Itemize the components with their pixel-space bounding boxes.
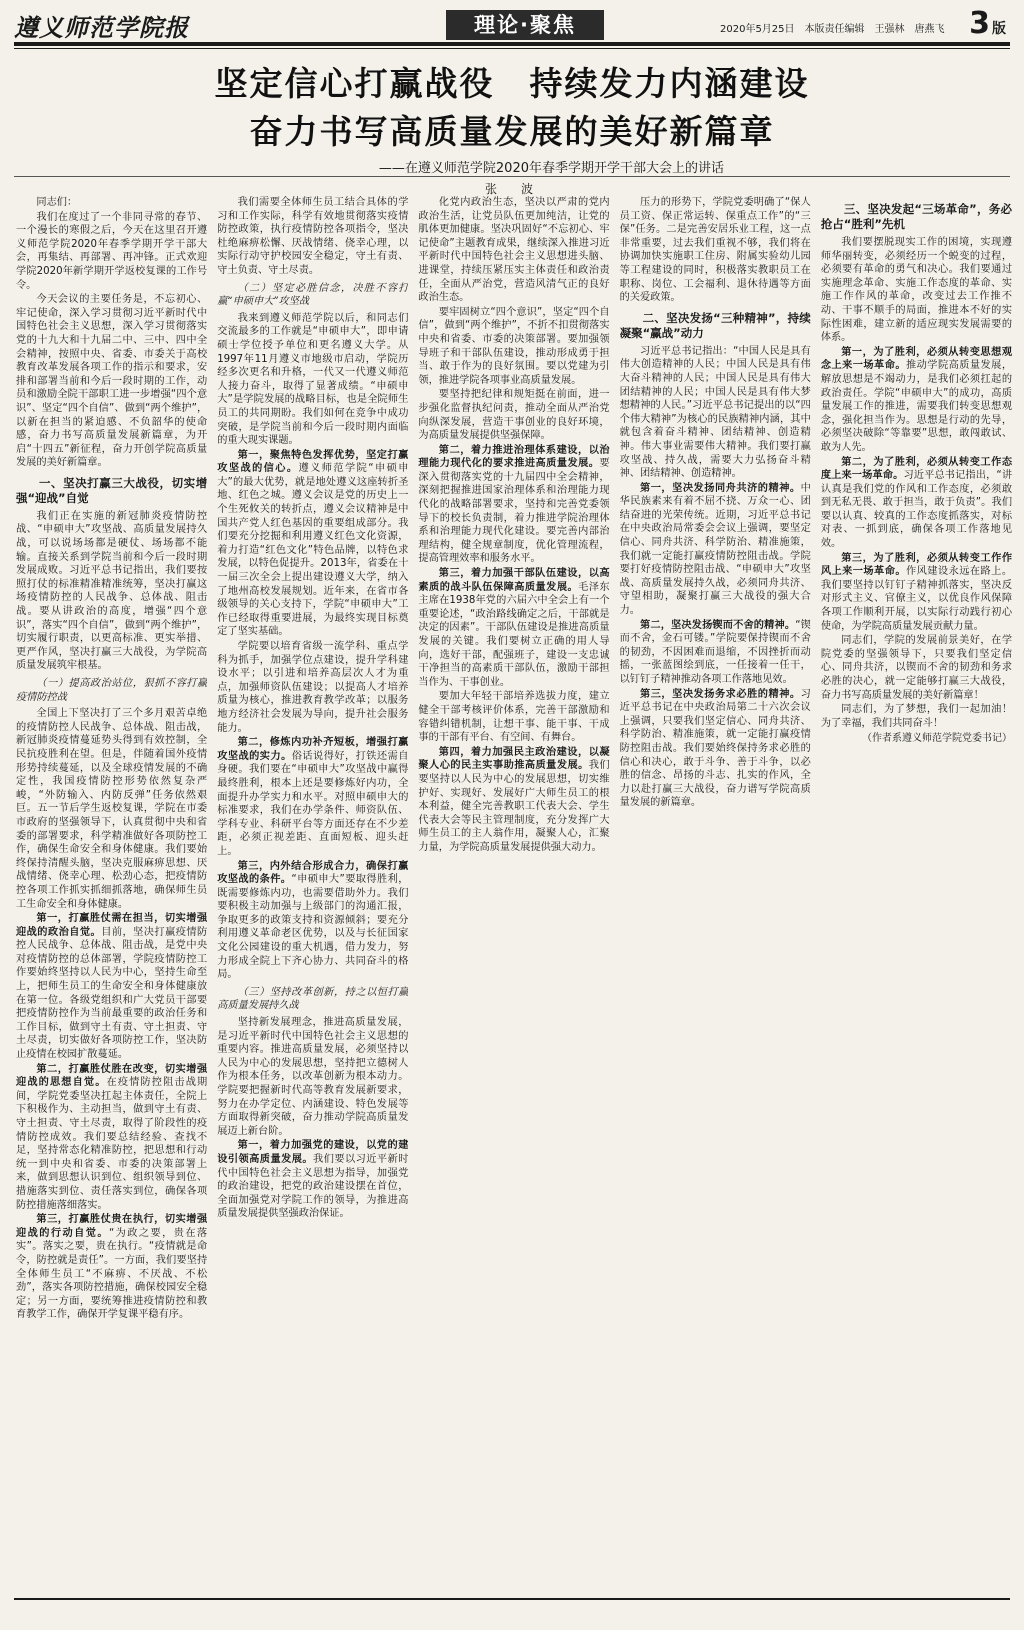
article-subhead: ——在遵义师范学院2020年春季学期开学干部大会上的讲话 (378, 161, 724, 176)
section-label: 理论·聚焦 (446, 10, 604, 40)
paragraph-lead: 第三，着力加强干部队伍建设，以高素质的战斗队伍保障高质量发展。 (418, 568, 610, 593)
author-note: （作者系遵义师范学院党委书记） (862, 733, 1013, 745)
paragraph-body: 中华民族素来有着不屈不挠、万众一心、团结奋进的光荣传统。近期，习近平总书记在中央政治局常委会会议上强调，要坚定信心、同舟共济、科学防治、精准施策，我们就一定能打赢疫情防控阻击战。学院要打好疫情防控阻击战、“申硕申大”攻坚战、高质量发展持久战，必须同舟共济、守望相助，凝聚打赢三大战役的强大合力。 (619, 482, 811, 617)
paragraph: 全国上下坚决打了三个多月艰苦卓绝的疫情防控人民战争、总体战、阻击战，新冠肺炎疫情蔓延势头得到有效控制，全民抗疫胜利在望。但是，伴随着国外疫情形势持续蔓延，以及全球疫情发展的不确定性，我国疫情防控形势依然复杂严峻，“外防输入、内防反弹”任务依然艰巨。五一节后学生返校复课，学院在市委市政府的坚强领导下，认真贯彻中央和省委的部署要求，科学精准做好各项防控工作，确保生命安全和身体健康。我们要始终保持清醒头脑，坚决克服麻痹思想、厌战情绪、侥幸心理、松劲心态，把疫情防控各项工作抓实抓细抓落地，确保师生员工生命安全和身体健康。 (16, 708, 208, 910)
paragraph: 我来到遵义师范学院以后，和同志们交流最多的工作就是“申硕申大”，即申请硕士学位授予单位和更名遵义大学。从1997年11月遵义市地级市启动，学院历经多次更名和升格，一代又一代遵义师范人接力奋斗，取得了显著成绩。“申硕申大”是学院发展的战略目标，也是全院师生员工的共同期盼。我们如何在竞争中成功突破，是学院当前和今后一段时期内面临的重大现实课题。 (217, 312, 409, 447)
paragraph-body: 推动学院高质量发展，解放思想是不竭动力，是我们必须扛起的政治责任。学院“申硕申大”的成功，高质量发展工作的推进，需要我们转变思想观念，强化担当作为。思想是行动的先导，必须坚决破除“等靠要”思想，敢闯敢试、敢为人先。 (820, 360, 1013, 453)
paragraph-body: 遵义师范学院“申硕申大”的最大优势，就是地处遵义这座转折圣地、红色之城。遵义会议是党的历史上一个生死攸关的转折点，遵义会议精神是中国共产党人红色基因的重要组成部分。我们要充分挖掘和利用遵义红色文化资源，着力打造“红色文化”特色品牌，以特色求发展，以特色促提升。2013年，省委在十一届三次全会上提出建设遵义大学，纳入了地州高校发展规划。近年来，在省市各级领导的关心支持下，学院“申硕申大”工作已经取得重要进展，为最终实现目标奠定了坚实基础。 (217, 463, 409, 638)
paragraph: 学院要以培育省级一流学科、重点学科为抓手，加强学位点建设，提升学科建设水平；以引进和培养高层次人才为重点，加强师资队伍建设；以提高人才培养质量为核心，推进教育教学改革；以服务地方经济社会发展为导向，提升社会服务能力。 (217, 641, 409, 734)
paragraph: 今天会议的主要任务是，不忘初心、牢记使命，深入学习贯彻习近平新时代中国特色社会主义思想，深入学习贯彻落实党的十九大和十九届二中、三中、四中全会精神，按照中央、省委、市委关于高校教育改革发展各项工作的指示和要求，安排和部署当前和今后一段时期的工作，动员和激励全院干部职工进一步增强“四个意识”、坚定“四个自信”、做到“两个维护”，以新在担当的紧迫感、不负韶华的使命感，奋力书写高质量发展新篇章，为开启“十四五”新征程，奋力开创学院高质量发展的美好新篇章。 (16, 294, 208, 469)
paragraph (217, 860, 408, 982)
masthead (14, 6, 1010, 44)
article-column (217, 196, 408, 1588)
paragraph-lead: 第四，着力加强民主政治建设，以凝聚人心的民主实事助推高质量发展。 (418, 746, 610, 772)
paragraph: 我们在度过了一个非同寻常的春节、一个漫长的寒假之后，今天在这里召开遵义师范学院2020年春季学期开学干部大会，再集结、再部署、再冲锋。正式欢迎学院2020年新学期开学返校复课的工作号令。 (16, 211, 208, 291)
paragraph-lead: 第一，坚决发扬同舟共济的精神。 (640, 482, 801, 494)
article-column (821, 196, 1012, 1588)
paragraph: 我们需要全体师生员工结合具体的学习和工作实际，科学有效地贯彻落实疫情防控政策，执行疫情防控各项指令，坚决杜绝麻痹松懈、厌战情绪、侥幸心理，以实际行动守护校园安全稳定，守土有责、守土负责、守土尽责。 (217, 197, 409, 276)
paragraph-lead: 第二，着力推进治理体系建设，以治理能力现代化的要求推进高质量发展。 (418, 444, 610, 470)
paragraph: 我们正在实施的新冠肺炎疫情防控战、“申硕申大”攻坚战、高质量发展持久战，可以说场场都是硬仗、场场都不能输。直接关系到学院当前和今后一段时期发展成败。习近平总书记指出，我们要按照打仗的标准精准精准统筹，坚决打赢这场疫情防控的人民战争、总体战、阻击战。要从讲政治的高度，增强“四个意识”，落实“四个自信”，做到“两个维护”，切实履行职责，以更高标准、更实举措、更严作风，坚决打赢三大战役，为学院高质量发展筑牢根基。 (16, 510, 208, 672)
paragraph (16, 1063, 207, 1213)
header-rule-thick (14, 42, 1010, 46)
paragraph-body: 习近平总书记在中央政治局第二十六次会议上强调，只要我们坚定信心、同舟共济、科学防治、精准施策，就一定能打赢疫情防控阻击战。我们要始终保持务求必胜的信心和决心，敢于斗争、善于斗争，以必胜的信念、昂扬的斗志、扎实的作风，全力以赴打赢三大战役，奋力谱写学院高质量发展的新篇章。 (619, 688, 811, 809)
page-number-unit: 版 (992, 21, 1006, 37)
article-columns (16, 196, 1012, 1588)
paragraph: 同志们，为了梦想，我们一起加油！为了幸福，我们共同奋斗！ (820, 704, 1013, 729)
paragraph (418, 444, 609, 566)
paragraph: 同志们： (36, 197, 78, 208)
paragraph-body: 毛泽东主席在1938年党的六届六中全会上有一个重要论述，“政治路线确定之后，干部就是决定的因素”。干部队伍建设是推进高质量发展的关键。我们要树立正确的用人导向，选好干部，配强班子，建设一支忠诚干净担当的高素质干部队伍，激励干部担当作为、干事创业。 (418, 581, 610, 688)
paragraph-body: 要深入贯彻落实党的十九届四中全会精神，深刻把握推进国家治理体系和治理能力现代化的战略部署要求，坚持和完善党委领导下的校长负责制，着力推进学院治理体系和治理能力现代化建设。要完善内部治理结构，健全规章制度，优化管理流程，提高管理效率和服务水平。 (418, 458, 610, 565)
paragraph (620, 688, 811, 810)
paragraph-body: “锲而不舍，金石可镂。”学院要保持锲而不舍的韧劲，不因困难而退缩，不因挫折而动摇，一张蓝图绘到底，一任接着一任干，以钉钉子精神推动各项工作落地见效。 (619, 619, 811, 685)
headline-line-2: 奋力书写高质量发展的美好新篇章 (249, 112, 775, 151)
paragraph (620, 482, 811, 618)
paragraph (821, 346, 1012, 455)
paragraph (217, 1139, 408, 1221)
headline-rule (14, 176, 1010, 177)
paragraph-body: “为政之要，贵在落实”。落实之要，贵在执行。“疫情就是命令，防控就是责任”。一方面，我们要坚持全体师生员工“不麻痹、不厌战、不松劲”，落实各项防控措施，确保校园安全稳定；另一方面，要统筹推进疫情防控和教育教学工作，确保开学复课平稳有序。 (16, 1227, 208, 1321)
paragraph-body: “申硕申大”要取得胜利，既需要修炼内功，也需要借助外力。我们要积极主动加强与上级部门的沟通汇报，争取更多的政策支持和资源倾斜；要充分利用遵义革命老区优势，以及与长征国家文化公园建设的重大机遇，借力发力，努力形成全院上下齐心协力、共同奋斗的格局。 (217, 874, 409, 981)
paragraph-lead: 第一，聚焦特色发挥优势，坚定打赢攻坚战的信心。 (217, 449, 409, 475)
paragraph: 我们要摆脱现实工作的困境，实现遵师华丽转变，必须经历一个蜕变的过程，必须要有革命的勇气和决心。我们要通过实施理念革命、实施工作态度的革命、实施工作作风的革命，改变过去工作推不动、干事不顺手的局面，推进本不好的实际性困难，建立新的适应现实发展需要的体系。 (820, 237, 1013, 344)
paragraph-lead: 第一，为了胜利，必须从转变思想观念上来一场革命。 (820, 346, 1013, 372)
subsection-heading: （三）坚持改革创新，持之以恒打赢高质量发展持久战 (217, 986, 409, 1012)
paragraph-lead: 第三，坚决发扬务求必胜的精神。 (640, 688, 801, 700)
paragraph-lead: 第二，修炼内功补齐短板，增强打赢攻坚战的实力。 (217, 737, 409, 762)
article-column (16, 196, 207, 1588)
paragraph: 要牢固树立“四个意识”，坚定“四个自信”，做到“两个维护”，不折不扣贯彻落实中央和省委、市委的决策部署。要加强领导班子和干部队伍建设，推动形成勇于担当、敢于作为的良好氛围。要以党建为引领，推进学院各项事业高质量发展。 (418, 306, 610, 386)
issue-info: 2020年5月25日 本版责任编辑 王强林 唐燕飞 (720, 24, 945, 35)
paragraph-body: 目前，坚决打赢疫情防控人民战争、总体战、阻击战，是党中央对疫情防控的总体部署，学院疫情防控工作要始终坚持以人民为中心，坚持生命至上，把师生员工的生命安全和身体健康放在第一位。各级党组织和广大党员干部要把疫情防控作为当前最重要的政治任务和工作目标，做到守土有责、守土担责、守土尽责，切实做好各项防控工作，坚决防止疫情在校园扩散蔓延。 (16, 926, 208, 1061)
paragraph-body: 我们要以习近平新时代中国特色社会主义思想为指导，加强党的政治建设，把党的政治建设摆在首位，全面加强党对学院工作的领导，为推进高质量发展提供坚强政治保证。 (217, 1153, 409, 1220)
paragraph: 习近平总书记指出：“中国人民是具有伟大创造精神的人民；中国人民是具有伟大奋斗精神的人民；中国人民是具有伟大团结精神的人民；中国人民是具有伟大梦想精神的人民。”习近平总书记提出的以“四个伟大精神”为核心的民族精神内涵，其中就包含着奋斗精神、团结精神、创造精神。伟大事业需要伟大精神。我们要打赢攻坚战、持久战，需要大力弘扬奋斗精神、团结精神、创造精神。 (619, 345, 811, 480)
paragraph (620, 619, 811, 687)
paragraph-lead: 第一，着力加强党的建设，以党的建设引领高质量发展。 (217, 1140, 409, 1165)
paragraph (821, 552, 1012, 634)
paragraph (217, 736, 408, 858)
paragraph-lead: 第二，坚决发扬锲而不舍的精神。 (640, 619, 796, 631)
section-heading: 三、坚决发起“三场革命”，务必抢占“胜利”先机 (820, 202, 1013, 231)
header-rule-thin (14, 48, 1010, 49)
paragraph-body: 在疫情防控阻击战期间，学院党委坚决扛起主体责任，全院上下积极作为、主动担当，做到守土有责、守土担责、守土尽责，取得了阶段性的疫情防控成效。我们要总结经验、查找不足，坚持常态化精准防控，把思想和行动统一到中央和省委、市委的决策部署上来，做到思想认识到位、组织领导到位、措施落实到位、责任落实到位，确保各项防控措施落细落实。 (16, 1077, 208, 1211)
headline-line-1: 坚定信心打赢战役 持续发力内涵建设 (214, 64, 810, 103)
newspaper-title: 遵义师范学院报 (14, 13, 189, 42)
paragraph (16, 912, 207, 1062)
paragraph: 压力的形势下，学院党委明确了“保人员工资、保正常运转、保重点工作”的“三保”任务。二是完善安居乐业工程，这一点非常重要，过去我们重视不够，我们将在协调加快实施职工住房、附属实验幼儿园等工程建设的同时，积极落实教职员工在职称、岗位、工会福利、退休待遇等方面的关爱政策。 (619, 197, 811, 304)
article-column (620, 196, 811, 1588)
article-byline: 张 波 (484, 182, 539, 196)
paragraph-lead: 第三，为了胜利，必须从转变工作作风上来一场革命。 (820, 552, 1013, 578)
paragraph (418, 567, 609, 689)
footer-rule (14, 1598, 1010, 1600)
section-heading: 二、坚决发扬“三种精神”，持续凝聚“赢战”动力 (619, 310, 811, 340)
paragraph-lead: 第二，打赢胜仗胜在改变，切实增强迎战的思想自觉。 (16, 1063, 208, 1089)
article-column (418, 196, 609, 1588)
paragraph-body: 作风建设永远在路上。我们要坚持以钉钉子精神抓落实，坚决反对形式主义、官僚主义，以优良作风保障各项工作顺利开展，以实际行动践行初心使命，为学院高质量发展贡献力量。 (820, 566, 1013, 632)
paragraph-lead: 第三，内外结合形成合力，确保打赢攻坚战的条件。 (217, 860, 409, 886)
paragraph (217, 449, 408, 639)
paragraph-body: 俗话说得好，打铁还需自身硬。我们要在“申硕申大”攻坚战中赢得最终胜利，根本上还是要修炼好内功，全面提升办学实力和水平。对照申硕申大的标准要求，我们在办学条件、师资队伍、学科专业、科研平台等方面还存在不少差距，必须正视差距、直面短板、迎头赶上。 (217, 750, 409, 857)
paragraph: 坚持新发展理念，推进高质量发展，是习近平新时代中国特色社会主义思想的重要内容。推进高质量发展，必须坚持以人民为中心的发展思想，坚持把立德树人作为根本任务，以改革创新为根本动力。学院要把握新时代高等教育发展新要求，努力在办学定位、内涵建设、特色发展等方面取得新突破，奋力推动学院高质量发展迈上新台阶。 (217, 1017, 409, 1137)
subsection-heading: （一）提高政治站位，狠抓不容打赢疫情防控战 (16, 678, 208, 703)
paragraph-lead: 第二，为了胜利，必须从转变工作态度上来一场革命。 (820, 456, 1013, 482)
paragraph: 同志们，学院的发展前景美好，在学院党委的坚强领导下，只要我们坚定信心、同舟共济，以锲而不舍的韧劲和务求必胜的决心，就一定能够打赢三大战役，奋力书写高质量发展的美好新篇章！ (820, 635, 1013, 701)
page-number-digit: 3 (969, 6, 990, 41)
paragraph-body: 习近平总书记指出，“讲认真是我们党的作风和工作态度，必须敢到无私无畏、敢于担当，敢于负责”。我们要以认真、较真的工作态度抓落实，对标对表、一抓到底，确保各项工作落地见效。 (820, 470, 1013, 550)
paragraph: 要坚持把纪律和规矩挺在前面，进一步强化监督执纪问责，推动全面从严治党向纵深发展，营造干事创业的良好环境，为高质量发展提供坚强保障。 (418, 389, 610, 442)
paragraph-body: 我们要坚持以人民为中心的发展思想，切实维护好、实现好、发展好广大师生员工的根本利益，健全完善教职工代表大会、学生代表大会等民主管理制度，充分发挥广大师生员工的主人翁作用，凝聚人心，汇聚力量，为学院高质量发展提供强大动力。 (418, 760, 610, 853)
paragraph: 要加大年轻干部培养选拔力度，建立健全干部考核评价体系，完善干部激励和容错纠错机制，让想干事、能干事、干成事的干部有平台、有空间、有舞台。 (418, 691, 610, 744)
paragraph (418, 746, 609, 855)
page-number (969, 6, 1006, 41)
paragraph-lead: 第一，打赢胜仗需在担当，切实增强迎战的政治自觉。 (16, 913, 208, 938)
paragraph: 化党内政治生态，坚决以严肃的党内政治生活，让党员队伍更加纯洁，让党的肌体更加健康。坚决巩固好“不忘初心、牢记使命”主题教育成果，继续深入推进习近平新时代中国特色社会主义思想进头脑、进课堂，持续压紧压实主体责任和政治责任，全面从严治党，营造风清气正的良好政治生态。 (418, 197, 610, 304)
paragraph-lead: 第三，打赢胜仗贵在执行，切实增强迎战的行动自觉。 (16, 1214, 208, 1239)
paragraph (16, 1213, 207, 1322)
subsection-heading: （二）坚定必胜信念，决胜不容打赢“申硕申大”攻坚战 (217, 282, 409, 308)
paragraph (821, 456, 1012, 551)
section-heading: 一、坚决打赢三大战役，切实增强“迎战”自觉 (16, 475, 208, 505)
